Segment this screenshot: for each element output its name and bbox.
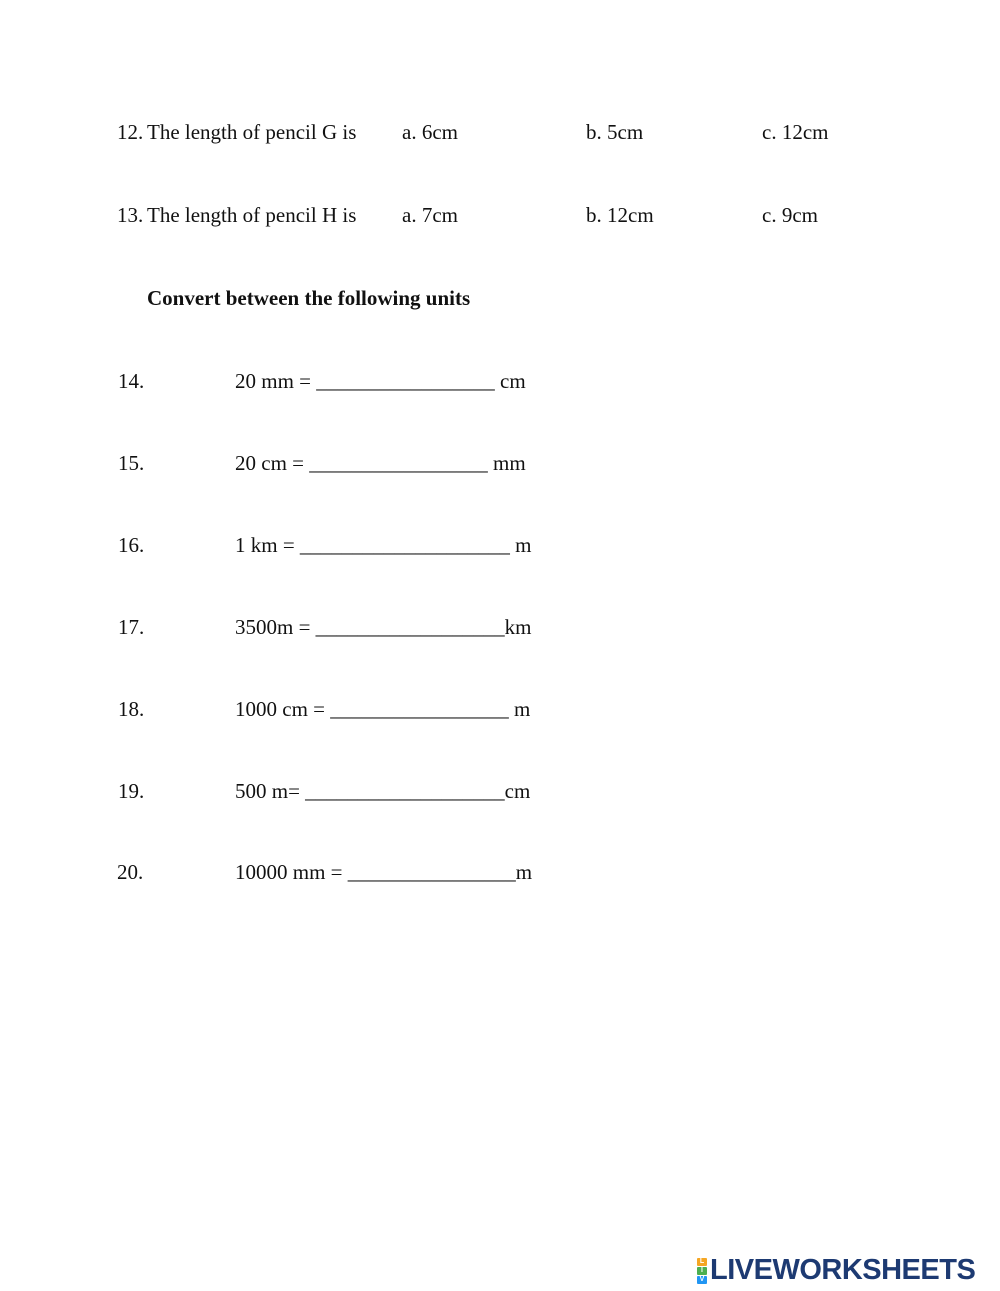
conversion-number: 18. xyxy=(118,697,145,721)
conversion-number: 15. xyxy=(118,451,145,475)
option-b: b. 5cm xyxy=(586,120,644,144)
logo-blocks-icon xyxy=(697,1258,707,1284)
question-text: The length of pencil G is xyxy=(147,120,357,144)
conversion-number: 19. xyxy=(118,779,145,803)
option-a: a. 6cm xyxy=(402,120,458,144)
logo-block: I xyxy=(697,1267,707,1275)
conversion-text: 500 m= ___________________cm xyxy=(235,779,531,803)
conversion-number: 16. xyxy=(118,533,145,557)
conversion-text: 1 km = ____________________ m xyxy=(235,533,532,557)
conversion-text: 20 mm = _________________ cm xyxy=(235,369,526,393)
conversion-text: 3500m = __________________km xyxy=(235,615,532,639)
logo-text: LIVEWORKSHEETS xyxy=(710,1254,976,1286)
logo-block: V xyxy=(697,1276,707,1284)
conversion-number: 14. xyxy=(118,369,145,393)
conversion-text: 20 cm = _________________ mm xyxy=(235,451,526,475)
option-c: c. 12cm xyxy=(762,120,829,144)
conversion-number: 17. xyxy=(118,615,145,639)
liveworksheets-logo xyxy=(697,1256,975,1285)
question-number: 13. xyxy=(117,203,144,227)
option-b: b. 12cm xyxy=(586,203,654,227)
conversion-text: 1000 cm = _________________ m xyxy=(235,697,531,721)
option-c: c. 9cm xyxy=(762,203,818,227)
section-heading: Convert between the following units xyxy=(147,286,471,310)
question-number: 12. xyxy=(117,120,144,144)
conversion-text: 10000 mm = ________________m xyxy=(235,860,533,884)
option-a: a. 7cm xyxy=(402,203,458,227)
question-text: The length of pencil H is xyxy=(147,203,357,227)
conversion-number: 20. xyxy=(117,860,144,884)
logo-block: L xyxy=(697,1258,707,1266)
